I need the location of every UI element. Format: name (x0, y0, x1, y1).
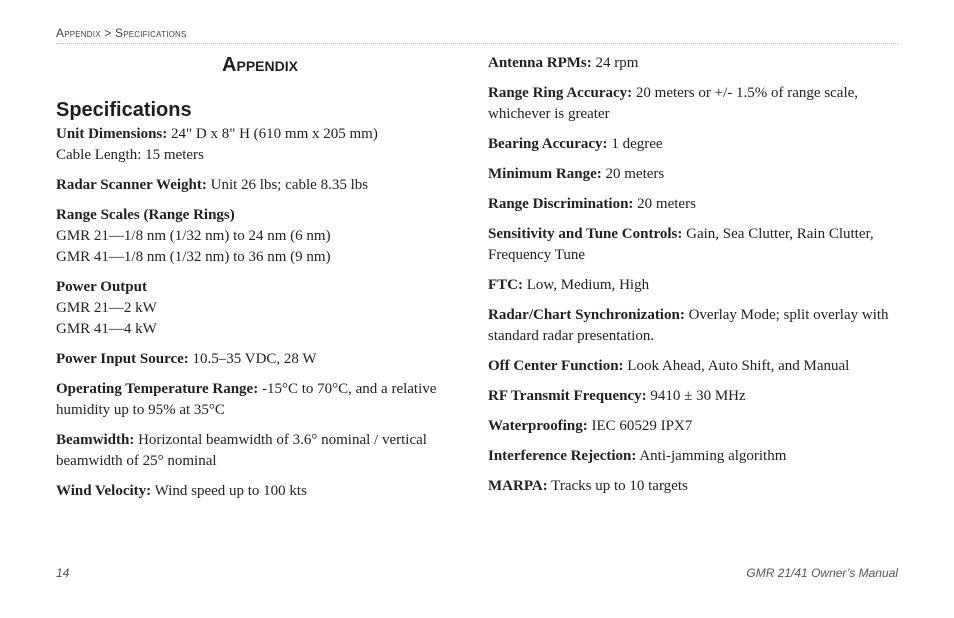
spec-off-center-function (488, 356, 898, 377)
spec-value: 20 meters (601, 166, 665, 182)
spec-value: 20 meters or +/- 1.5% of range scale, whichever is greater (488, 85, 859, 122)
spec-label: Waterproofing: (488, 418, 588, 434)
spec-value: Anti-jamming algorithm (636, 448, 787, 464)
spec-label: Beamwidth: (56, 432, 135, 448)
spec-value: 1 degree (607, 136, 663, 152)
spec-power-input (56, 349, 446, 370)
spec-label: FTC: (488, 277, 523, 293)
spec-label: Radar Scanner Weight: (56, 177, 207, 193)
spec-value: Look Ahead, Auto Shift, and Manual (623, 358, 850, 374)
spec-value: 10.5–35 VDC, 28 W (188, 351, 317, 367)
spec-value: 24" D x 8" H (610 mm x 205 mm) (167, 126, 378, 142)
spec-value: Unit 26 lbs; cable 8.35 lbs (206, 177, 369, 193)
spec-value: IEC 60529 IPX7 (587, 418, 693, 434)
spec-bearing-accuracy (488, 134, 898, 155)
spec-label: Range Scales (Range Rings) (56, 207, 235, 223)
spec-label: Wind Velocity: (56, 483, 152, 499)
spec-sensitivity-controls (488, 224, 898, 266)
right-spec-column (488, 53, 898, 506)
spec-value: Overlay Mode; split overlay with standard radar presentation. (488, 307, 889, 344)
spec-line: GMR 21—2 kW (56, 300, 157, 316)
spec-label: Radar/Chart Synchronization: (488, 307, 685, 323)
spec-label: Power Input Source: (56, 351, 189, 367)
spec-wind-velocity (56, 481, 446, 502)
page-number: 14 (56, 566, 70, 580)
left-spec-column (56, 124, 446, 511)
spec-ftc (488, 275, 898, 296)
spec-label: Antenna RPMs: (488, 55, 592, 71)
spec-line: GMR 41—4 kW (56, 321, 157, 337)
breadcrumb: Appendix > Specifications (56, 26, 187, 40)
spec-waterproofing (488, 416, 898, 437)
spec-marpa (488, 476, 898, 497)
spec-range-ring-accuracy (488, 83, 898, 125)
spec-label: Sensitivity and Tune Controls: (488, 226, 683, 242)
spec-unit-dimensions (56, 124, 446, 166)
spec-label: Power Output (56, 279, 147, 295)
spec-value: 9410 ± 30 MHz (646, 388, 746, 404)
spec-antenna-rpms (488, 53, 898, 74)
spec-label: Operating Temperature Range: (56, 381, 259, 397)
spec-radar-chart-sync (488, 305, 898, 347)
spec-power-output (56, 277, 446, 340)
spec-label: MARPA: (488, 478, 548, 494)
spec-value: 20 meters (633, 196, 696, 212)
spec-value: -15°C to 70°C, and a relative humidity up to 95% at 35°C (56, 381, 437, 418)
spec-interference-rejection (488, 446, 898, 467)
spec-line: GMR 41—1/8 nm (1/32 nm) to 36 nm (9 nm) (56, 249, 331, 265)
spec-label: Unit Dimensions: (56, 126, 168, 142)
spec-value: Wind speed up to 100 kts (151, 483, 307, 499)
spec-label: Range Discrimination: (488, 196, 634, 212)
spec-line: Cable Length: 15 meters (56, 147, 204, 163)
spec-label: Minimum Range: (488, 166, 602, 182)
spec-range-discrimination (488, 194, 898, 215)
spec-range-scales (56, 205, 446, 268)
header-divider (56, 43, 898, 44)
spec-value: Low, Medium, High (523, 277, 650, 293)
spec-operating-temperature (56, 379, 446, 421)
spec-minimum-range (488, 164, 898, 185)
spec-label: Bearing Accuracy: (488, 136, 608, 152)
spec-label: Off Center Function: (488, 358, 624, 374)
spec-line: GMR 21—1/8 nm (1/32 nm) to 24 nm (6 nm) (56, 228, 331, 244)
spec-value: Gain, Sea Clutter, Rain Clutter, Frequency Tune (488, 226, 874, 263)
manual-title: GMR 21/41 Owner’s Manual (746, 566, 898, 580)
spec-scanner-weight (56, 175, 446, 196)
section-title: Specifications (56, 99, 192, 121)
spec-label: Interference Rejection: (488, 448, 637, 464)
spec-value: Tracks up to 10 targets (547, 478, 688, 494)
chapter-title: Appendix (222, 54, 298, 76)
spec-value: Horizontal beamwidth of 3.6° nominal / vertical beamwidth of 25° nominal (56, 432, 427, 469)
spec-value: 24 rpm (591, 55, 639, 71)
spec-label: RF Transmit Frequency: (488, 388, 647, 404)
spec-beamwidth (56, 430, 446, 472)
spec-label: Range Ring Accuracy: (488, 85, 633, 101)
spec-rf-transmit-frequency (488, 386, 898, 407)
